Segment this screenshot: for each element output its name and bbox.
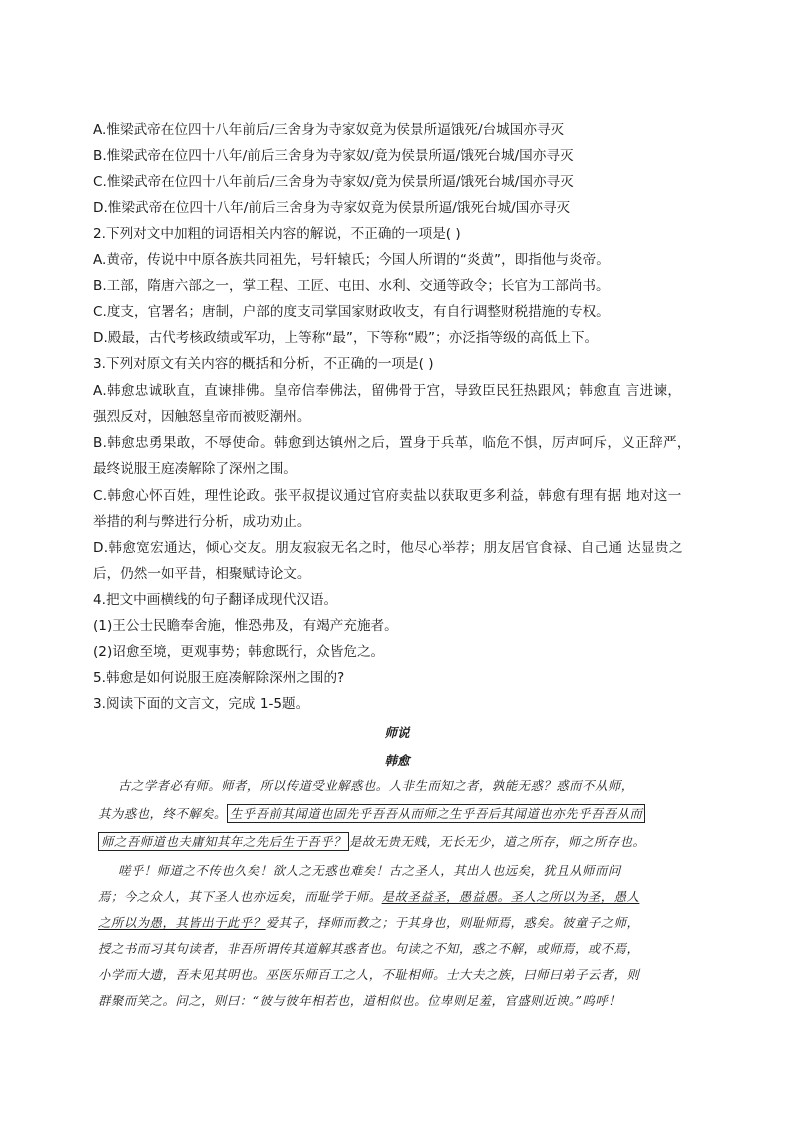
q2-option-c: C.度支，官署名；唐制，户部的度支司掌国家财政收支，有自行调整财税措施的专权。 (93, 304, 610, 320)
essay-line (98, 888, 639, 906)
q4-item-2: (2)诏愈至境，更观事势；韩愈既行，众皆危之。 (93, 644, 385, 660)
q4-stem: 4.把文中画横线的句子翻译成现代汉语。 (93, 592, 338, 608)
q3-line: C.韩愈心怀百姓，理性论政。张平叔提议通过官府卖盐以获取更多利益，韩愈有理有据 地对这一 (93, 488, 682, 504)
q3-line: 举措的利与弊进行分析，成功劝止。 (93, 514, 311, 530)
q1-option-a: A.惟梁武帝在位四十八年前后/三舍身为寺家奴竟为侯景所逼饿死/台城国亦寻灭 (93, 122, 565, 138)
q1-option-d: D.惟梁武帝在位四十八年/前后三舍身为寺家奴竟为侯景所逼/饿死台城/国亦寻灭 (93, 200, 571, 216)
q3-line: 最终说服王庭凑解除了深州之围。 (93, 461, 297, 477)
underlined-sentence: 是故圣益圣，愚益愚。圣人之所以为圣，愚人 (381, 889, 640, 904)
essay-line: 群聚而笑之。问之，则曰：“彼与彼年相若也，道相似也。位卑则足羞，官盛则近谀。”呜呼！ (98, 993, 622, 1008)
essay-line (98, 805, 645, 823)
essay-text: 爱其子，择师而教之；于其身也，则耻师焉，惑矣。彼童子之师， (265, 915, 640, 930)
essay-line: 古之学者必有师。师者，所以传道受业解惑也。人非生而知之者，孰能无惑？惑而不从师， (118, 778, 634, 793)
q2-option-d: D.殿最，古代考核政绩或军功，上等称“最”，下等称“殿”；亦泛指等级的高低上下。 (93, 330, 599, 346)
q1-option-b: B.惟梁武帝在位四十八年/前后三舍身为寺家奴/竟为侯景所逼/饿死台城/国亦寻灭 (93, 148, 574, 164)
underlined-sentence: 之所以为愚，其皆出于此乎？ (98, 915, 266, 930)
essay-title: 师说 (384, 725, 410, 740)
q3-line: B.韩愈忠勇果敢，不辱使命。韩愈到达镇州之后，置身于兵革，临危不惧，厉声呵斥，义正辞严， (93, 435, 691, 451)
boxed-passage: 师之吾师道也夫庸知其年之先后生于吾乎？ (98, 832, 349, 851)
boxed-passage: 生乎吾前其闻道也固先乎吾吾从而师之生乎吾后其闻道也亦先乎吾吾从而 (227, 804, 646, 823)
essay-author: 韩愈 (384, 753, 410, 768)
q3-stem: 3.下列对原文有关内容的概括和分析，不正确的一项是( ) (93, 356, 434, 372)
q2-option-a: A.黄帝，传说中中原各族共同祖先，号轩辕氏；今国人所谓的“炎黄”，即指他与炎帝。 (93, 252, 610, 268)
q5-stem: 5.韩愈是如何说服王庭凑解除深州之围的? (93, 670, 345, 686)
q1-option-c: C.惟梁武帝在位四十八年前后/三舍身为寺家奴/竟为侯景所逼/饿死台城/国亦寻灭 (93, 174, 574, 190)
essay-line (98, 914, 639, 932)
q3-line: 强烈反对，因触怒皇帝而被贬潮州。 (93, 409, 311, 425)
q3-line: 后，仍然一如平昔，相聚赋诗论文。 (93, 566, 311, 582)
q3-line: A.韩愈忠诚耿直，直谏排佛。皇帝信奉佛法，留佛骨于宫，导致臣民狂热跟风；韩愈直 言进谏， (93, 383, 682, 399)
q2-option-b: B.工部，隋唐六部之一，掌工程、工匠、屯田、水利、交通等政令；长官为工部尚书。 (93, 278, 610, 294)
essay-line (98, 833, 645, 851)
essay-line: 嗟乎！师道之不传也久矣！欲人之无惑也难矣！古之圣人，其出人也远矣，犹且从师而问 (118, 863, 621, 878)
essay-line: 授之书而习其句读者，非吾所谓传其道解其惑者也。句读之不知，惑之不解，或师焉，或不焉， (98, 941, 640, 956)
essay-line: 小学而大遗，吾未见其明也。巫医乐师百工之人，不耻相师。士大夫之族，曰师曰弟子云者，则 (98, 967, 640, 982)
q2-stem: 2.下列对文中加粗的词语相关内容的解说，不正确的一项是( ) (93, 226, 461, 242)
essay-text: 焉；今之众人，其下圣人也亦远矣，而耻学于师。 (98, 889, 382, 904)
q4-item-1: (1)王公士民瞻奉舍施，惟恐弗及，有竭产充施者。 (93, 618, 398, 634)
reading-instruction: 3.阅读下面的文言文，完成 1-5题。 (93, 696, 310, 712)
essay-text: 是故无贵无贱，无长无少，道之所存，师之所存也。 (348, 834, 646, 849)
essay-text: 其为惑也，终不解矣。 (98, 806, 227, 821)
q3-line: D.韩愈宽宏通达，倾心交友。朋友寂寂无名之时，他尽心举荐；朋友居官食禄、自己通 达显贵之 (93, 540, 683, 556)
